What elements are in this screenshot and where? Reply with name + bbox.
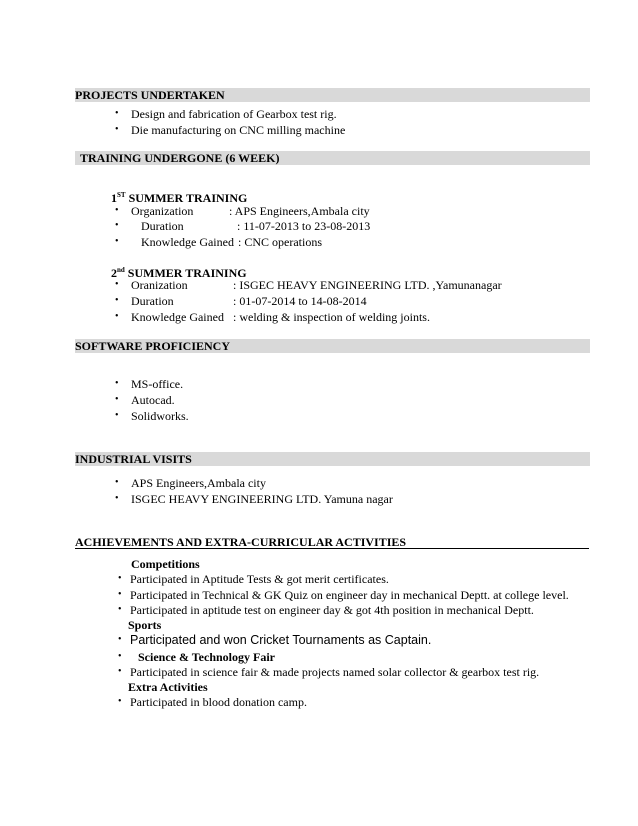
row-key: Duration xyxy=(141,219,184,233)
list-item-text: Participated in aptitude test on engineer day & got 4th position in mechanical Deptt. xyxy=(130,603,534,617)
subsection-title: SUMMER TRAINING xyxy=(128,191,248,205)
row-value: : 11-07-2013 to 23-08-2013 xyxy=(237,219,371,233)
row-value: : 01-07-2014 to 14-08-2014 xyxy=(233,294,367,308)
section-title: PROJECTS UNDERTAKEN xyxy=(75,88,225,102)
subsection-title: Extra Activities xyxy=(128,680,208,694)
bullet-icon: • xyxy=(115,493,119,504)
list-item-text: Participated and won Cricket Tournaments as Captain. xyxy=(130,633,432,647)
row-value: : ISGEC HEAVY ENGINEERING LTD. ,Yamunanagar xyxy=(233,278,502,292)
bullet-icon: • xyxy=(115,220,119,231)
bullet-icon: • xyxy=(115,205,119,216)
bullet-icon: • xyxy=(115,394,119,405)
section-title: TRAINING UNDERGONE (6 WEEK) xyxy=(80,151,280,165)
list-item-text: Solidworks. xyxy=(131,409,189,423)
row-key: Duration xyxy=(131,294,174,308)
section-title: INDUSTRIAL VISITS xyxy=(75,452,192,466)
row-key: Knowledge Gained xyxy=(141,235,234,249)
list-item-text: Participated in Aptitude Tests & got merit certificates. xyxy=(130,572,389,586)
list-item-text: Autocad. xyxy=(131,393,175,407)
list-item-text: Participated in science fair & made projects named solar collector & gearbox test rig. xyxy=(130,665,540,679)
bullet-icon: • xyxy=(118,604,122,615)
ordinal-number: 1 xyxy=(111,191,117,205)
bullet-icon: • xyxy=(115,108,119,119)
bullet-icon: • xyxy=(115,410,119,421)
bullet-icon: • xyxy=(118,634,122,645)
bullet-icon: • xyxy=(118,589,122,600)
bullet-icon: • xyxy=(115,311,119,322)
section-visits-heading xyxy=(75,452,590,466)
bullet-icon: • xyxy=(118,651,122,662)
row-key: Oranization xyxy=(131,278,188,292)
row-key: Organization xyxy=(131,204,194,218)
row-value: : welding & inspection of welding joints. xyxy=(233,310,430,324)
ordinal-number: 2 xyxy=(111,266,117,280)
list-item-text: Die manufacturing on CNC milling machine xyxy=(131,123,346,137)
bullet-icon: • xyxy=(115,378,119,389)
section-title: ACHIEVEMENTS AND EXTRA-CURRICULAR ACTIVITIES xyxy=(75,535,407,549)
list-item-text: Design and fabrication of Gearbox test rig. xyxy=(131,107,337,121)
bullet-icon: • xyxy=(115,279,119,290)
subsection-title: Sports xyxy=(128,618,162,632)
section-projects-heading xyxy=(75,88,590,102)
row-value: : CNC operations xyxy=(238,235,322,249)
subsection-title: Competitions xyxy=(131,557,200,571)
list-item-text: Participated in blood donation camp. xyxy=(130,695,307,709)
list-item-text: APS Engineers,Ambala city xyxy=(131,476,266,490)
bullet-icon: • xyxy=(118,666,122,677)
bullet-icon: • xyxy=(115,236,119,247)
bullet-icon: • xyxy=(118,573,122,584)
bullet-icon: • xyxy=(115,295,119,306)
bullet-icon: • xyxy=(118,696,122,707)
list-item-text: Participated in Technical & GK Quiz on engineer day in mechanical Deptt. at college level. xyxy=(130,588,569,602)
section-software-heading xyxy=(75,339,590,353)
bullet-icon: • xyxy=(115,477,119,488)
subsection-title: Science & Technology Fair xyxy=(138,650,275,664)
section-achievements-heading xyxy=(75,535,589,549)
section-title: SOFTWARE PROFICIENCY xyxy=(75,339,231,353)
section-training-heading xyxy=(75,151,590,165)
list-item-text: MS-office. xyxy=(131,377,184,391)
ordinal-suffix: nd xyxy=(117,266,125,274)
bullet-icon: • xyxy=(115,124,119,135)
row-key: Knowledge Gained xyxy=(131,310,224,324)
ordinal-suffix: ST xyxy=(117,191,126,199)
row-value: : APS Engineers,Ambala city xyxy=(229,204,370,218)
list-item-text: ISGEC HEAVY ENGINEERING LTD. Yamuna nagar xyxy=(131,492,393,506)
subsection-title: SUMMER TRAINING xyxy=(127,266,247,280)
